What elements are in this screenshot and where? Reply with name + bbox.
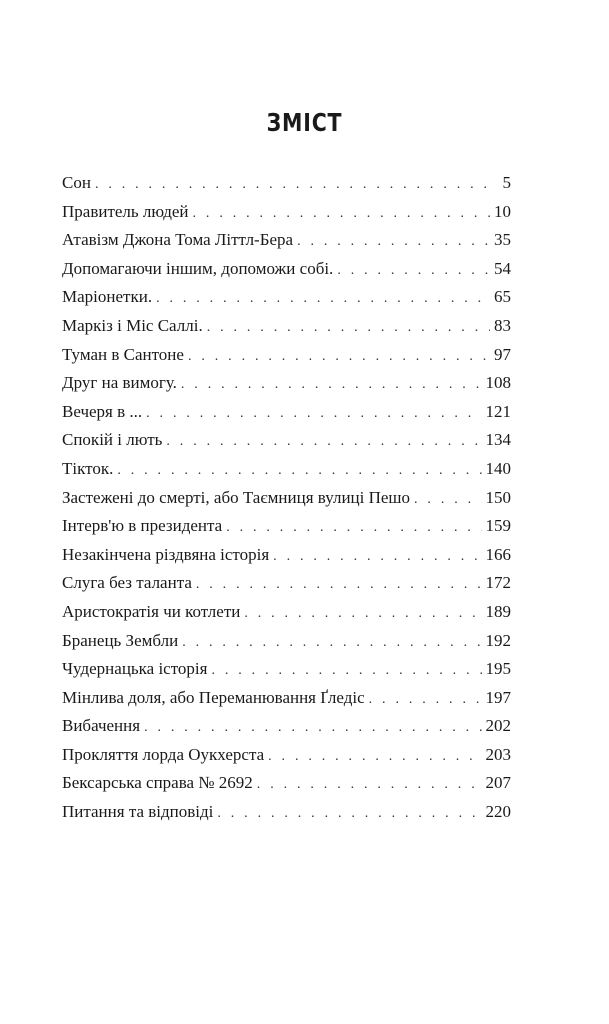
toc-entry-title: Застежені до смерті, або Таємниця вулиці Пешо	[62, 487, 411, 507]
toc-entry	[62, 484, 511, 513]
toc-entry	[62, 712, 511, 741]
toc-entry	[62, 255, 511, 284]
dot-leader	[196, 571, 482, 598]
toc-entry	[62, 283, 511, 312]
toc-entry-title: Чудернацька історія	[62, 659, 208, 679]
toc-entry-title: Допомагаючи іншим, допоможи собі.	[62, 258, 334, 278]
toc-entry-title: Спокій і лють	[62, 430, 163, 450]
toc-entry-title: Мінлива доля, або Переманювання Ґледіс	[62, 687, 365, 707]
toc-entry-page-number: 121	[485, 401, 511, 421]
toc-entry-title: Бранець Зембли	[62, 630, 179, 650]
toc-entry-page-number: 197	[485, 687, 511, 707]
toc-entry-page-number: 97	[494, 344, 511, 364]
toc-entry	[62, 769, 511, 798]
toc-entry	[62, 312, 511, 341]
toc-entry-title: Маріонетки.	[62, 287, 153, 307]
toc-entry-title: Тікток.	[62, 458, 114, 478]
toc-entry	[62, 426, 511, 455]
dot-leader	[414, 486, 481, 513]
toc-entry	[62, 226, 511, 255]
page-title: ЗМІСТ	[266, 108, 343, 137]
toc-entry-page-number: 10	[494, 201, 511, 221]
toc-entry	[62, 512, 511, 541]
dot-leader	[337, 257, 490, 284]
toc-entry-page-number: 203	[485, 744, 511, 764]
toc-entry	[62, 798, 511, 827]
toc-entry-page-number: 207	[485, 773, 511, 793]
toc-entry-page-number: 166	[485, 544, 511, 564]
toc-entry-title: Прокляття лорда Оукхерста	[62, 744, 265, 764]
toc-entry	[62, 541, 511, 570]
dot-leader	[193, 200, 490, 227]
dot-leader	[207, 314, 490, 341]
toc-entry	[62, 627, 511, 656]
toc-entry-title: Сон	[62, 173, 91, 192]
dot-leader	[156, 285, 490, 312]
dot-leader	[226, 514, 481, 541]
toc-entry-page-number: 65	[494, 287, 511, 307]
dot-leader	[217, 800, 481, 827]
dot-leader	[182, 629, 481, 656]
dot-leader	[268, 743, 481, 770]
dot-leader	[95, 171, 491, 198]
toc-entry	[62, 198, 511, 227]
dot-leader	[166, 428, 481, 455]
toc-entry-title: Аристократія чи котлети	[62, 601, 241, 621]
toc-entry-page-number: 83	[494, 315, 511, 335]
table-of-contents	[62, 169, 511, 827]
toc-entry	[62, 455, 511, 484]
dot-leader	[144, 714, 481, 741]
toc-entry-title: Туман в Сантоне	[62, 344, 184, 364]
dot-leader	[188, 343, 490, 370]
dot-leader	[211, 657, 481, 684]
toc-entry-page-number: 5	[502, 173, 511, 192]
toc-entry-page-number: 189	[485, 601, 511, 621]
toc-entry-title: Слуга без таланта	[62, 573, 192, 593]
toc-entry-page-number: 108	[485, 373, 511, 393]
toc-entry	[62, 598, 511, 627]
toc-entry	[62, 398, 511, 427]
toc-entry-title: Питання та відповіді	[62, 802, 214, 822]
toc-entry-page-number: 202	[485, 716, 511, 736]
toc-entry-page-number: 54	[494, 258, 511, 278]
toc-entry-page-number: 159	[485, 516, 511, 536]
toc-entry-title: Атавізм Джона Тома Літтл-Бера	[62, 230, 294, 250]
toc-entry-title: Бексарська справа № 2692	[62, 773, 253, 793]
toc-entry-page-number: 150	[485, 487, 511, 507]
toc-entry	[62, 684, 511, 713]
dot-leader	[273, 543, 481, 570]
toc-entry	[62, 655, 511, 684]
toc-entry	[62, 569, 511, 598]
toc-entry-title: Друг на вимогу.	[62, 373, 177, 393]
toc-entry-page-number: 134	[485, 430, 511, 450]
toc-entry-page-number: 192	[485, 630, 511, 650]
dot-leader	[297, 228, 490, 255]
toc-entry-title: Правитель людей	[62, 201, 189, 221]
dot-leader	[369, 686, 482, 713]
dot-leader	[181, 371, 482, 398]
toc-entry-title: Незакінчена різдвяна історія	[62, 544, 270, 564]
toc-entry-page-number: 35	[494, 230, 511, 250]
dot-leader	[146, 400, 481, 427]
toc-entry-page-number: 220	[485, 802, 511, 822]
toc-entry	[62, 741, 511, 770]
toc-entry-page-number: 172	[485, 573, 511, 593]
dot-leader	[117, 457, 481, 484]
toc-entry-title: Інтерв'ю в президента	[62, 516, 223, 536]
dot-leader	[244, 600, 481, 627]
toc-entry-page-number: 195	[485, 659, 511, 679]
toc-entry-title: Вечеря в ...	[62, 401, 143, 421]
dot-leader	[257, 771, 482, 798]
toc-entry	[62, 341, 511, 370]
toc-entry	[62, 369, 511, 398]
toc-entry	[62, 169, 511, 198]
toc-entry-title: Вибачення	[62, 716, 141, 736]
toc-entry-page-number: 140	[485, 458, 511, 478]
toc-entry-title: Маркіз і Міс Саллі.	[62, 315, 203, 335]
